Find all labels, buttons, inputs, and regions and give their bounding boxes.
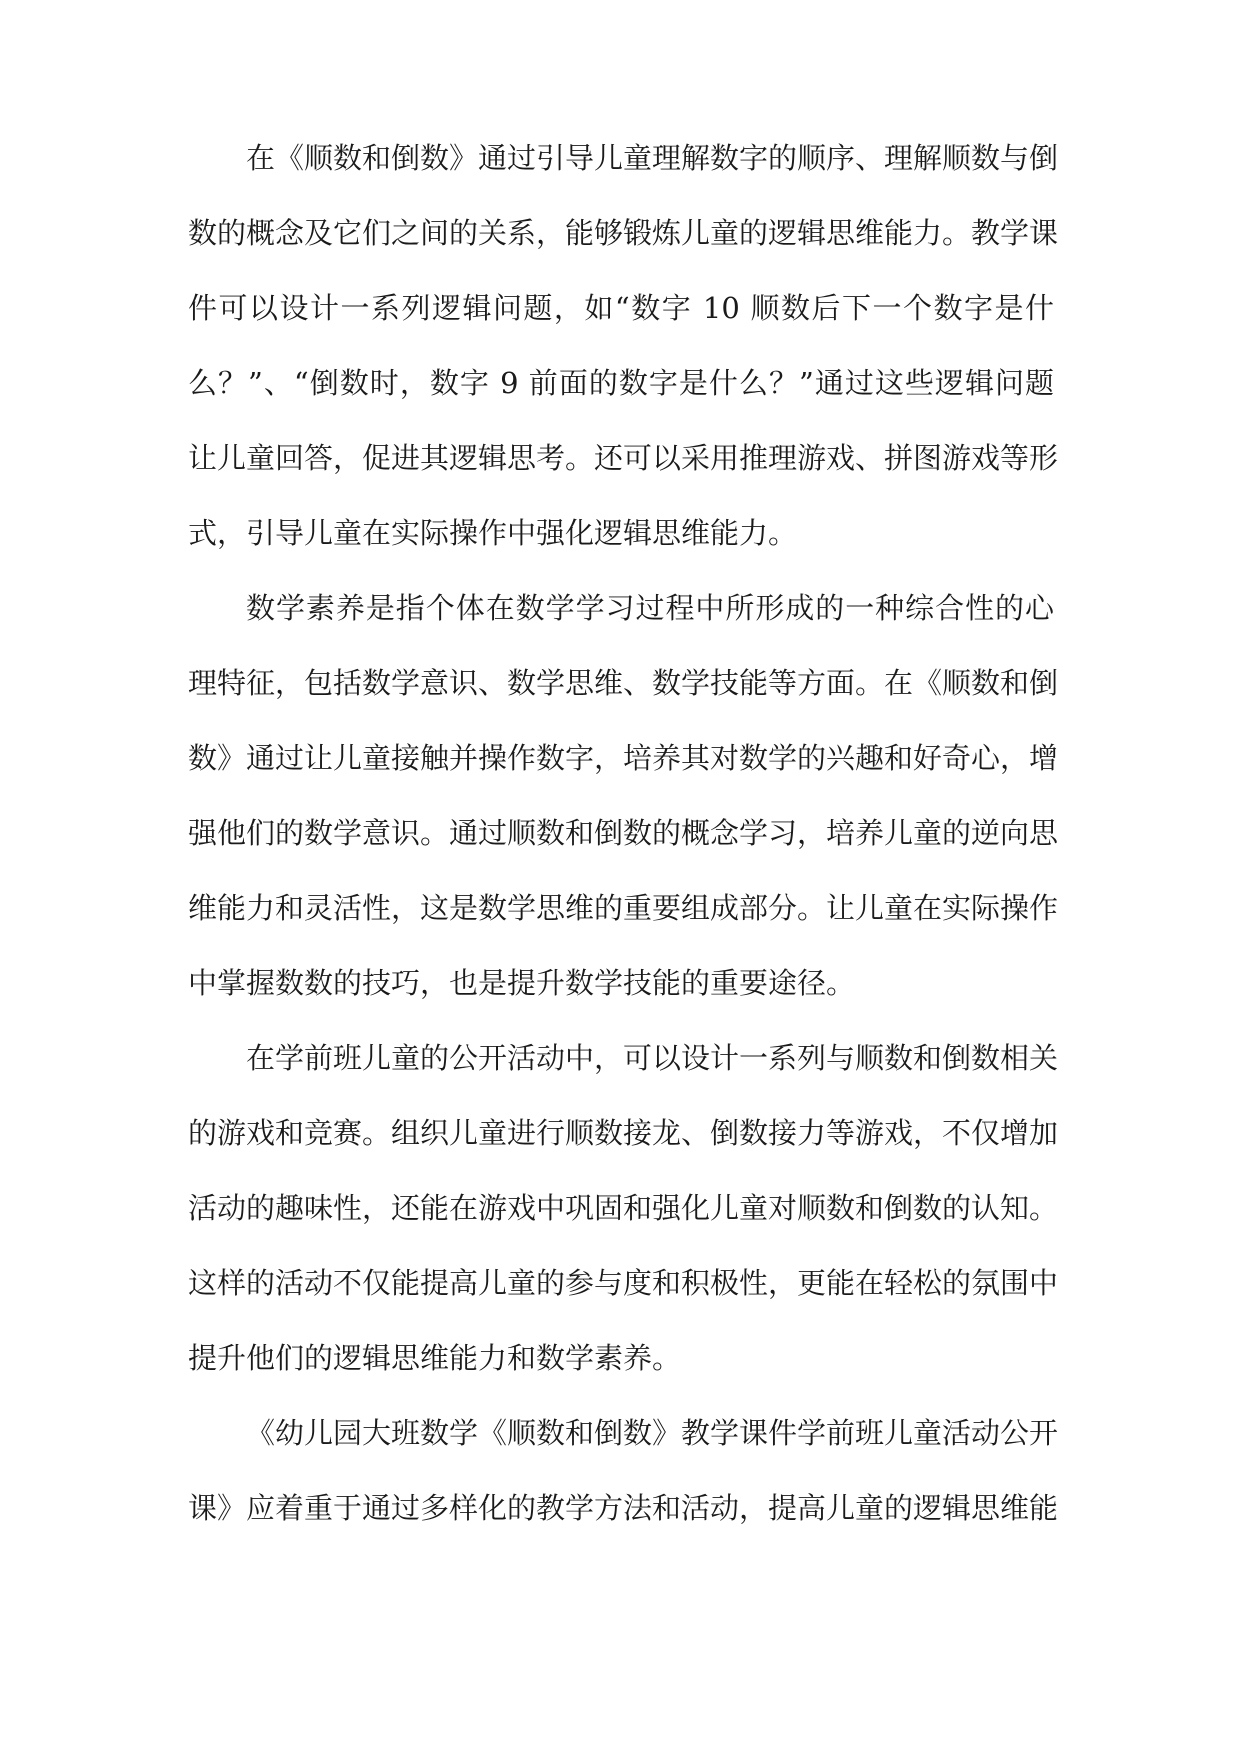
paragraph-2-line-6: 中掌握数数的技巧，也是提升数学技能的重要途径。 <box>188 966 856 1000</box>
paragraph-2-line-5: 维能力和灵活性，这是数学思维的重要组成部分。让儿童在实际操作 <box>188 891 1059 925</box>
paragraph-4-line-2: 课》应着重于通过多样化的教学方法和活动，提高儿童的逻辑思维能 <box>188 1491 1059 1525</box>
paragraph-3-line-5: 提升他们的逻辑思维能力和数学素养。 <box>188 1341 682 1375</box>
paragraph-3-line-1: 在学前班儿童的公开活动中，可以设计一系列与顺数和倒数相关 <box>246 1041 1059 1075</box>
document-body <box>188 140 1059 1565</box>
paragraph-2-line-2: 理特征，包括数学意识、数学思维、数学技能等方面。在《顺数和倒 <box>188 666 1059 700</box>
paragraph-1-line-1: 在《顺数和倒数》通过引导儿童理解数字的顺序、理解顺数与倒 <box>246 141 1059 175</box>
paragraph-1-line-3: 件可以设计一系列逻辑问题，如“数字 10 顺数后下一个数字是什 <box>188 291 1054 325</box>
paragraph-2-line-1: 数学素养是指个体在数学学习过程中所形成的一种综合性的心 <box>246 591 1054 625</box>
paragraph-3-line-4: 这样的活动不仅能提高儿童的参与度和积极性，更能在轻松的氛围中 <box>188 1266 1059 1300</box>
paragraph-3-line-3: 活动的趣味性，还能在游戏中巩固和强化儿童对顺数和倒数的认知。 <box>188 1191 1059 1225</box>
paragraph-1-line-2: 数的概念及它们之间的关系，能够锻炼儿童的逻辑思维能力。教学课 <box>188 216 1059 250</box>
paragraph-1-line-6: 式，引导儿童在实际操作中强化逻辑思维能力。 <box>188 516 798 550</box>
paragraph-1-line-5: 让儿童回答，促进其逻辑思考。还可以采用推理游戏、拼图游戏等形 <box>188 441 1059 475</box>
paragraph-1-line-4: 么？”、“倒数时，数字 9 前面的数字是什么？”通过这些逻辑问题 <box>188 366 1054 400</box>
paragraph-2-line-3: 数》通过让儿童接触并操作数字，培养其对数学的兴趣和好奇心，增 <box>188 741 1059 775</box>
paragraph-3-line-2: 的游戏和竞赛。组织儿童进行顺数接龙、倒数接力等游戏，不仅增加 <box>188 1116 1059 1150</box>
paragraph-2-line-4: 强他们的数学意识。通过顺数和倒数的概念学习，培养儿童的逆向思 <box>188 816 1059 850</box>
paragraph-4-line-1: 《幼儿园大班数学《顺数和倒数》教学课件学前班儿童活动公开 <box>246 1416 1059 1450</box>
